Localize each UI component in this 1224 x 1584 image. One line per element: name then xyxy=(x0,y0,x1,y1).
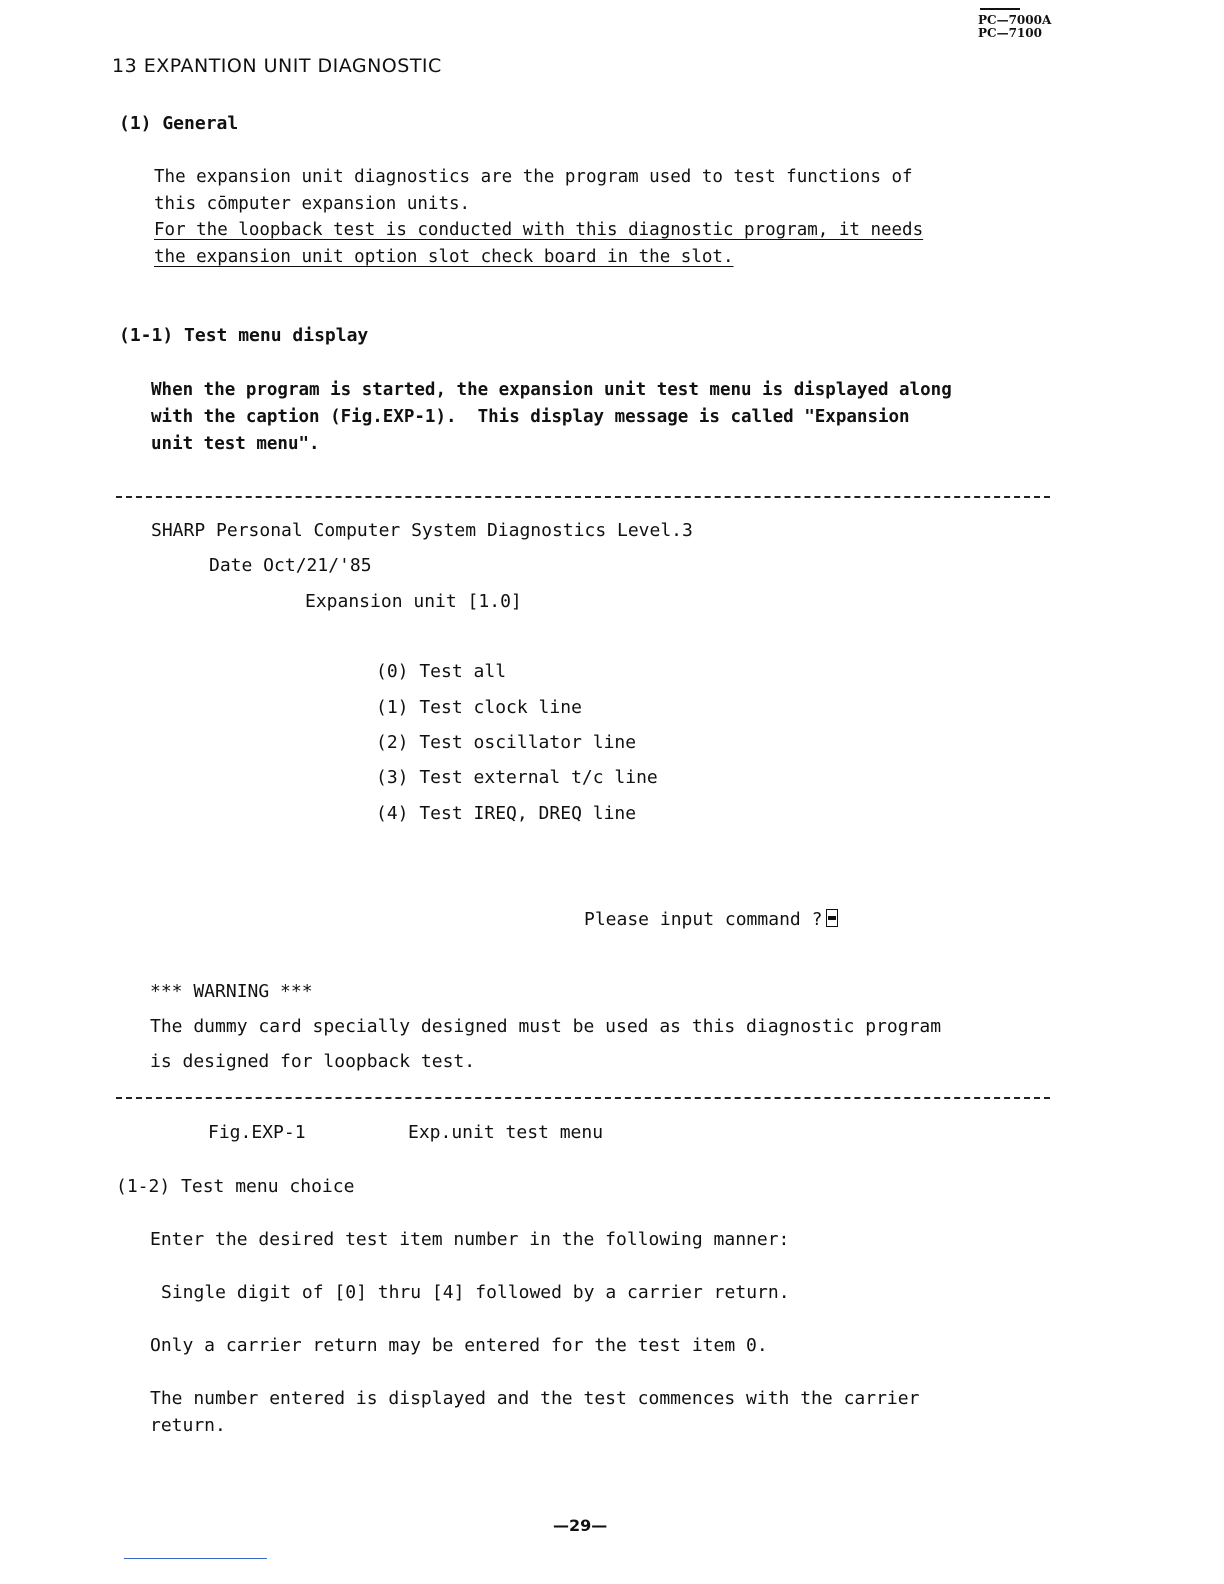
menu-item-test-oscillator-line: (2) Test oscillator line xyxy=(376,732,637,753)
section-menu-display-heading: (1-1) Test menu display xyxy=(119,325,369,346)
model-number-1: PC—7000A xyxy=(978,13,1052,27)
menu-item-test-external-tc-line: (3) Test external t/c line xyxy=(376,767,658,788)
warning-title: *** WARNING *** xyxy=(150,981,313,1002)
general-line-2: this cōmputer expansion units. xyxy=(154,194,471,214)
bottom-rule xyxy=(124,1558,267,1559)
section-general-heading: (1) General xyxy=(119,113,239,134)
general-underlined-line-1: For the loopback test is conducted with this diagnostic program, it needs xyxy=(154,220,924,240)
menu-choice-digit-rule: Single digit of [0] thru [4] followed by a carrier return. xyxy=(161,1282,790,1303)
model-rule xyxy=(980,8,1020,10)
menu-choice-item0-rule: Only a carrier return may be entered for the test item 0. xyxy=(150,1335,768,1356)
command-prompt-text: Please input command ? xyxy=(584,909,823,930)
cursor-block-icon xyxy=(826,909,838,927)
figure-label: Fig.EXP-1 xyxy=(208,1122,306,1143)
screen-title: SHARP Personal Computer System Diagnostics Level.3 xyxy=(151,520,693,541)
warning-line-2: is designed for loopback test. xyxy=(150,1051,476,1072)
screen-date: Date Oct/21/'85 xyxy=(209,555,372,576)
menu-choice-commence-line-1: The number entered is displayed and the test commences with the carrier xyxy=(150,1388,920,1409)
screen-unit-version: Expansion unit [1.0] xyxy=(305,591,522,612)
menu-display-line-3: unit test menu". xyxy=(151,434,320,454)
menu-item-test-clock-line: (1) Test clock line xyxy=(376,697,582,718)
general-line-1: The expansion unit diagnostics are the program used to test functions of xyxy=(154,167,913,187)
figure-bottom-dashed-rule xyxy=(116,1097,1050,1099)
menu-item-test-ireq-dreq-line: (4) Test IREQ, DREQ line xyxy=(376,803,637,824)
menu-choice-intro: Enter the desired test item number in the following manner: xyxy=(150,1229,790,1250)
page-number: —29— xyxy=(553,1516,608,1535)
section-menu-choice-heading: (1-2) Test menu choice xyxy=(116,1176,355,1197)
warning-line-1: The dummy card specially designed must be used as this diagnostic program xyxy=(150,1016,942,1037)
figure-top-dashed-rule xyxy=(116,496,1050,498)
figure-caption: Exp.unit test menu xyxy=(408,1122,604,1143)
general-underlined-line-2: the expansion unit option slot check board in the slot. xyxy=(154,247,734,267)
menu-item-test-all: (0) Test all xyxy=(376,661,507,682)
menu-display-line-1: When the program is started, the expansion unit test menu is displayed along xyxy=(151,380,952,400)
model-number-2: PC—7100 xyxy=(978,26,1042,40)
chapter-title: 13 EXPANTION UNIT DIAGNOSTIC xyxy=(112,55,442,77)
menu-display-line-2: with the caption (Fig.EXP-1). This display message is called "Expansion xyxy=(151,407,910,427)
menu-choice-commence-line-2: return. xyxy=(150,1415,226,1436)
command-prompt xyxy=(584,909,838,930)
